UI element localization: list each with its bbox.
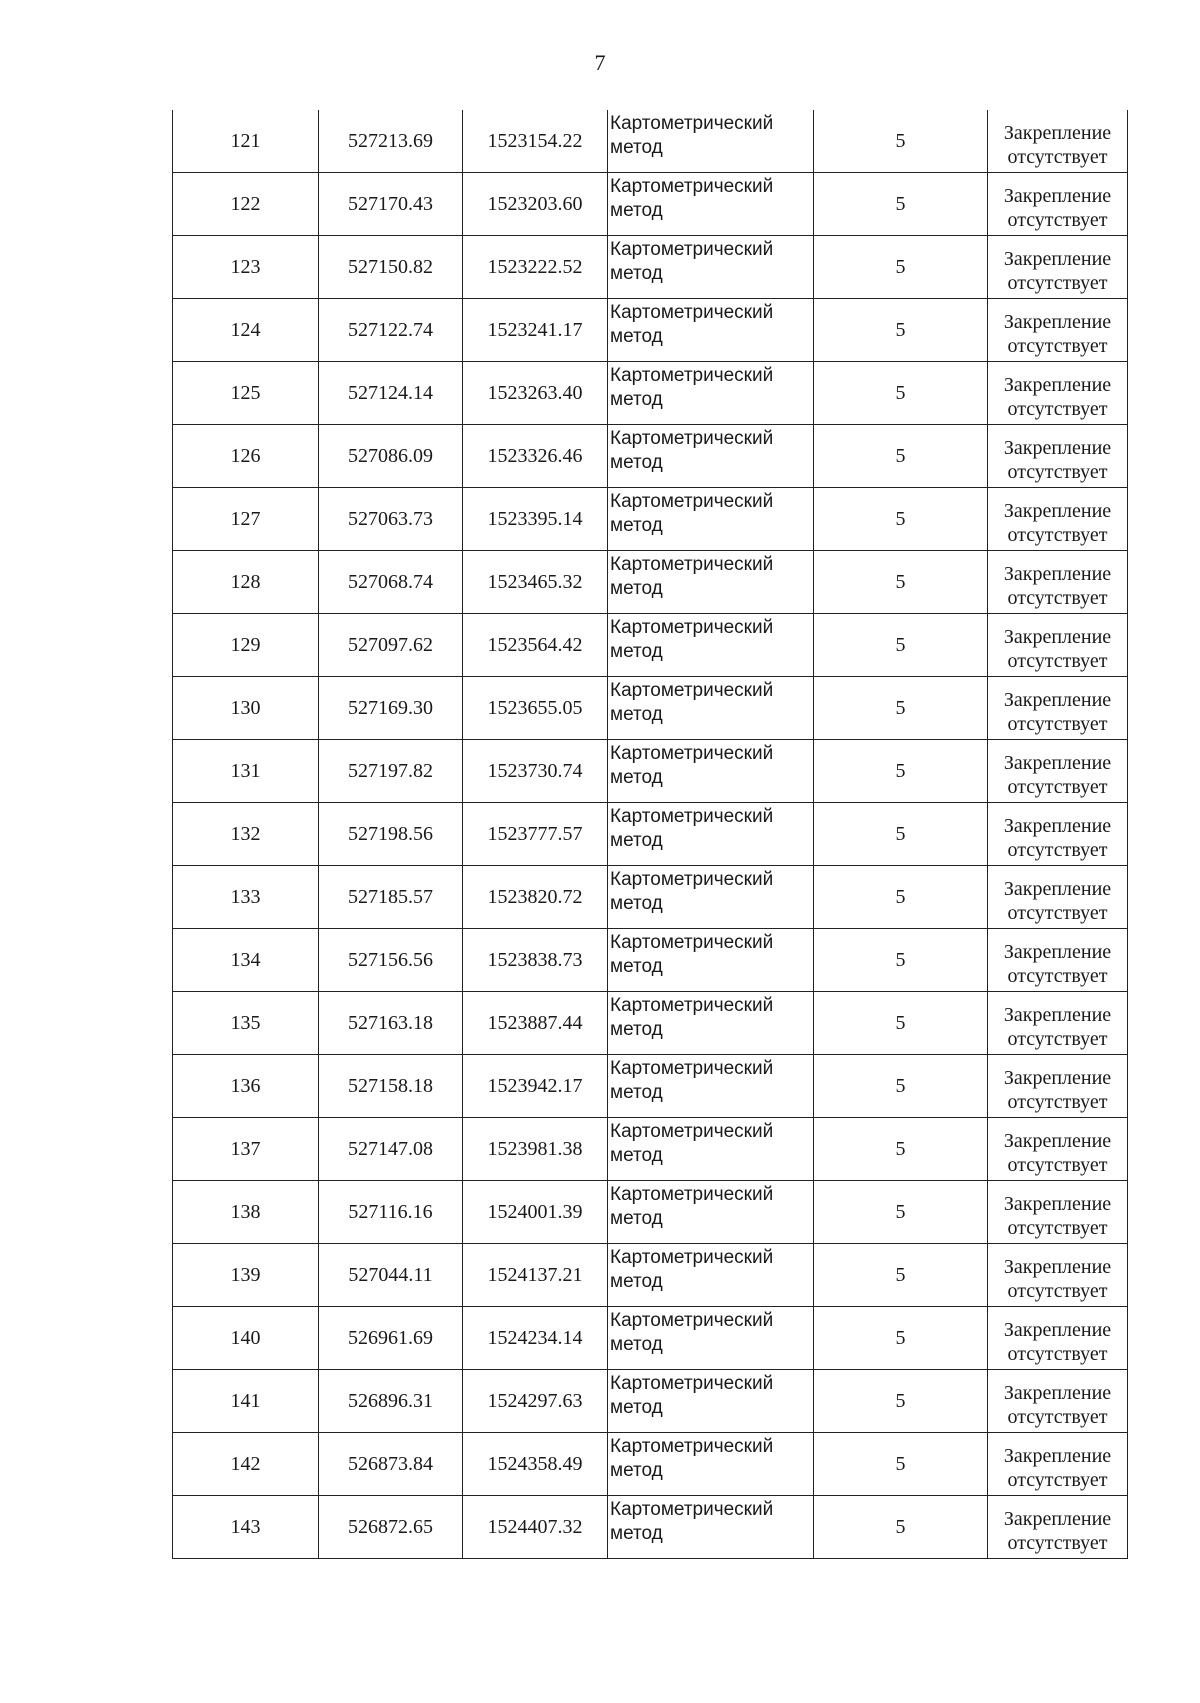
fixing-cell-line: отсутствует [1007,1532,1108,1554]
coordinate-x-cell: 527086.09 [319,425,463,488]
method-cell [608,1181,814,1244]
point-number-cell: 130 [173,677,319,740]
point-number-cell: 132 [173,803,319,866]
fixing-cell [988,740,1128,803]
coordinate-y-cell: 1524137.21 [463,1244,608,1307]
method-cell [608,1244,814,1307]
fixing-cell [988,1055,1128,1118]
method-cell-line: Картометрический [610,1121,774,1142]
method-cell-line: Картометрический [610,1247,774,1268]
fixing-cell-line: отсутствует [1007,1028,1108,1050]
coordinate-x-cell: 527163.18 [319,992,463,1055]
fixing-cell-line: отсутствует [1007,587,1108,609]
coordinate-y-cell: 1523887.44 [463,992,608,1055]
point-number-cell: 136 [173,1055,319,1118]
coordinate-x-cell: 527156.56 [319,929,463,992]
point-number-cell: 142 [173,1433,319,1496]
point-number-cell: 140 [173,1307,319,1370]
method-cell [608,299,814,362]
table-row [173,1181,1128,1244]
fixing-cell-line: Закрепление [1003,1256,1112,1278]
method-cell-line: метод [610,515,663,536]
method-cell-line: Картометрический [610,932,774,953]
fixing-cell-line: Закрепление [1003,689,1112,711]
method-cell-line: метод [610,1271,663,1292]
table-row [173,677,1128,740]
coordinate-x-cell: 527147.08 [319,1118,463,1181]
method-cell-line: Картометрический [610,995,774,1016]
table-row [173,173,1128,236]
fixing-cell [988,425,1128,488]
method-cell-line: метод [610,1523,663,1544]
point-number-cell: 125 [173,362,319,425]
fixing-cell-line: Закрепление [1003,626,1112,648]
method-cell-line: Картометрический [610,680,774,701]
point-number-cell: 134 [173,929,319,992]
accuracy-cell: 5 [814,1496,988,1559]
coordinate-x-cell: 527197.82 [319,740,463,803]
fixing-cell [988,1370,1128,1433]
method-cell-line: Картометрический [610,365,774,386]
coordinate-y-cell: 1523655.05 [463,677,608,740]
coordinate-y-cell: 1523564.42 [463,614,608,677]
fixing-cell-line: отсутствует [1007,335,1108,357]
fixing-cell [988,992,1128,1055]
fixing-cell [988,1118,1128,1181]
coordinate-y-cell: 1523326.46 [463,425,608,488]
coordinate-y-cell: 1523154.22 [463,110,608,173]
method-cell-line: метод [610,641,663,662]
fixing-cell-line: Закрепление [1003,1319,1112,1341]
method-cell-line: метод [610,452,663,473]
fixing-cell-line: Закрепление [1003,1004,1112,1026]
accuracy-cell: 5 [814,677,988,740]
fixing-cell [988,1244,1128,1307]
accuracy-cell: 5 [814,425,988,488]
accuracy-cell: 5 [814,866,988,929]
point-number-cell: 127 [173,488,319,551]
method-cell [608,425,814,488]
point-number-cell: 124 [173,299,319,362]
fixing-cell-line: Закрепление [1003,1130,1112,1152]
table-row [173,1496,1128,1559]
method-cell-line: метод [610,326,663,347]
fixing-cell-line: отсутствует [1007,524,1108,546]
method-cell [608,803,814,866]
fixing-cell-line: Закрепление [1003,311,1112,333]
method-cell [608,1307,814,1370]
table-row [173,110,1128,173]
fixing-cell [988,803,1128,866]
coordinate-x-cell: 527185.57 [319,866,463,929]
method-cell [608,740,814,803]
page-number: 7 [594,50,606,75]
accuracy-cell: 5 [814,362,988,425]
method-cell [608,110,814,173]
fixing-cell-line: отсутствует [1007,1406,1108,1428]
coordinate-x-cell: 527044.11 [319,1244,463,1307]
accuracy-cell: 5 [814,929,988,992]
fixing-cell-line: отсутствует [1007,1469,1108,1491]
coordinate-y-cell: 1524407.32 [463,1496,608,1559]
point-number-cell: 138 [173,1181,319,1244]
point-number-cell: 121 [173,110,319,173]
table-row [173,1244,1128,1307]
method-cell-line: Картометрический [610,806,774,827]
fixing-cell-line: отсутствует [1007,461,1108,483]
method-cell-line: метод [610,263,663,284]
table-row [173,488,1128,551]
fixing-cell-line: отсутствует [1007,902,1108,924]
point-number-cell: 139 [173,1244,319,1307]
fixing-cell-line: отсутствует [1007,839,1108,861]
fixing-cell-line: Закрепление [1003,122,1112,144]
fixing-cell-line: Закрепление [1003,185,1112,207]
fixing-cell-line: отсутствует [1007,713,1108,735]
coordinate-y-cell: 1523395.14 [463,488,608,551]
method-cell-line: метод [610,1019,663,1040]
fixing-cell [988,551,1128,614]
point-number-cell: 126 [173,425,319,488]
method-cell [608,1118,814,1181]
accuracy-cell: 5 [814,992,988,1055]
accuracy-cell: 5 [814,1370,988,1433]
coordinate-y-cell: 1523203.60 [463,173,608,236]
fixing-cell [988,866,1128,929]
coordinate-x-cell: 526961.69 [319,1307,463,1370]
fixing-cell [988,677,1128,740]
method-cell-line: Картометрический [610,113,774,134]
fixing-cell [988,362,1128,425]
accuracy-cell: 5 [814,1181,988,1244]
fixing-cell-line: Закрепление [1003,437,1112,459]
fixing-cell-line: Закрепление [1003,1382,1112,1404]
method-cell-line: Картометрический [610,1373,774,1394]
accuracy-cell: 5 [814,488,988,551]
table-row [173,929,1128,992]
fixing-cell-line: Закрепление [1003,1445,1112,1467]
fixing-cell-line: отсутствует [1007,146,1108,168]
method-cell [608,1496,814,1559]
point-number-cell: 123 [173,236,319,299]
method-cell [608,1370,814,1433]
accuracy-cell: 5 [814,1433,988,1496]
coordinate-y-cell: 1523263.40 [463,362,608,425]
coordinate-x-cell: 527097.62 [319,614,463,677]
table-row [173,551,1128,614]
method-cell-line: Картометрический [610,176,774,197]
method-cell [608,866,814,929]
coordinate-y-cell: 1523777.57 [463,803,608,866]
method-cell [608,488,814,551]
point-number-cell: 122 [173,173,319,236]
coordinate-y-cell: 1524297.63 [463,1370,608,1433]
table-row [173,362,1128,425]
point-number-cell: 137 [173,1118,319,1181]
fixing-cell-line: Закрепление [1003,941,1112,963]
table-row [173,236,1128,299]
accuracy-cell: 5 [814,614,988,677]
method-cell-line: Картометрический [610,1310,774,1331]
method-cell-line: Картометрический [610,1436,774,1457]
method-cell [608,1055,814,1118]
fixing-cell-line: Закрепление [1003,878,1112,900]
fixing-cell-line: Закрепление [1003,1508,1112,1530]
method-cell-line: Картометрический [610,743,774,764]
fixing-cell [988,110,1128,173]
accuracy-cell: 5 [814,1244,988,1307]
fixing-cell-line: отсутствует [1007,650,1108,672]
method-cell [608,173,814,236]
accuracy-cell: 5 [814,740,988,803]
coordinate-y-cell: 1524001.39 [463,1181,608,1244]
coordinate-x-cell: 527122.74 [319,299,463,362]
method-cell [608,929,814,992]
method-cell-line: Картометрический [610,869,774,890]
point-number-cell: 141 [173,1370,319,1433]
fixing-cell-line: Закрепление [1003,500,1112,522]
fixing-cell [988,929,1128,992]
method-cell-line: метод [610,578,663,599]
coordinate-y-cell: 1523820.72 [463,866,608,929]
coordinate-y-cell: 1523942.17 [463,1055,608,1118]
method-cell-line: Картометрический [610,1184,774,1205]
method-cell-line: Картометрический [610,491,774,512]
method-cell-line: метод [610,137,663,158]
method-cell-line: метод [610,704,663,725]
point-number-cell: 143 [173,1496,319,1559]
accuracy-cell: 5 [814,1055,988,1118]
fixing-cell-line: Закрепление [1003,563,1112,585]
coordinate-x-cell: 527116.16 [319,1181,463,1244]
accuracy-cell: 5 [814,173,988,236]
method-cell-line: метод [610,1334,663,1355]
fixing-cell-line: Закрепление [1003,815,1112,837]
method-cell-line: Картометрический [610,1499,774,1520]
coordinate-x-cell: 526896.31 [319,1370,463,1433]
table-row [173,803,1128,866]
coordinate-y-cell: 1524234.14 [463,1307,608,1370]
method-cell-line: Картометрический [610,302,774,323]
method-cell-line: метод [610,767,663,788]
fixing-cell [988,488,1128,551]
method-cell [608,1433,814,1496]
point-number-cell: 135 [173,992,319,1055]
fixing-cell-line: Закрепление [1003,752,1112,774]
method-cell-line: метод [610,1145,663,1166]
point-number-cell: 129 [173,614,319,677]
coordinate-y-cell: 1523222.52 [463,236,608,299]
coordinate-x-cell: 527158.18 [319,1055,463,1118]
accuracy-cell: 5 [814,299,988,362]
accuracy-cell: 5 [814,1118,988,1181]
table-row [173,992,1128,1055]
method-cell-line: Картометрический [610,617,774,638]
accuracy-cell: 5 [814,236,988,299]
table-row [173,1307,1128,1370]
method-cell-line: метод [610,389,663,410]
fixing-cell-line: Закрепление [1003,374,1112,396]
method-cell-line: Картометрический [610,554,774,575]
method-cell-line: метод [610,1460,663,1481]
point-number-cell: 131 [173,740,319,803]
coordinate-y-cell: 1523838.73 [463,929,608,992]
method-cell-line: метод [610,893,663,914]
fixing-cell-line: Закрепление [1003,1067,1112,1089]
fixing-cell-line: отсутствует [1007,776,1108,798]
fixing-cell-line: отсутствует [1007,1280,1108,1302]
fixing-cell [988,1181,1128,1244]
fixing-cell-line: Закрепление [1003,248,1112,270]
coordinate-y-cell: 1524358.49 [463,1433,608,1496]
method-cell-line: Картометрический [610,1058,774,1079]
coordinate-y-cell: 1523730.74 [463,740,608,803]
coordinate-x-cell: 526873.84 [319,1433,463,1496]
table-row [173,740,1128,803]
table-body [173,110,1128,1559]
method-cell [608,362,814,425]
table-row [173,1433,1128,1496]
accuracy-cell: 5 [814,110,988,173]
fixing-cell [988,236,1128,299]
coordinate-x-cell: 527170.43 [319,173,463,236]
method-cell-line: Картометрический [610,239,774,260]
fixing-cell-line: отсутствует [1007,1343,1108,1365]
coordinate-x-cell: 527068.74 [319,551,463,614]
method-cell-line: метод [610,1082,663,1103]
table-row [173,1055,1128,1118]
coordinate-x-cell: 527124.14 [319,362,463,425]
coordinate-x-cell: 527063.73 [319,488,463,551]
fixing-cell [988,1496,1128,1559]
fixing-cell [988,614,1128,677]
method-cell [608,677,814,740]
fixing-cell-line: отсутствует [1007,1154,1108,1176]
fixing-cell-line: отсутствует [1007,398,1108,420]
coordinates-table [172,110,1128,1559]
table-row [173,614,1128,677]
method-cell [608,236,814,299]
point-number-cell: 133 [173,866,319,929]
coordinate-x-cell: 527150.82 [319,236,463,299]
fixing-cell [988,1307,1128,1370]
accuracy-cell: 5 [814,803,988,866]
coordinate-x-cell: 527169.30 [319,677,463,740]
table-row [173,1370,1128,1433]
method-cell-line: метод [610,1208,663,1229]
method-cell-line: метод [610,956,663,977]
table-row [173,1118,1128,1181]
method-cell-line: метод [610,1397,663,1418]
coordinate-x-cell: 527198.56 [319,803,463,866]
fixing-cell [988,1433,1128,1496]
table-row [173,866,1128,929]
fixing-cell-line: Закрепление [1003,1193,1112,1215]
table-row [173,299,1128,362]
method-cell-line: метод [610,200,663,221]
fixing-cell [988,299,1128,362]
table-row [173,425,1128,488]
fixing-cell [988,173,1128,236]
coordinate-x-cell: 527213.69 [319,110,463,173]
accuracy-cell: 5 [814,551,988,614]
fixing-cell-line: отсутствует [1007,209,1108,231]
method-cell-line: Картометрический [610,428,774,449]
method-cell [608,551,814,614]
fixing-cell-line: отсутствует [1007,272,1108,294]
method-cell [608,614,814,677]
fixing-cell-line: отсутствует [1007,1091,1108,1113]
coordinate-y-cell: 1523465.32 [463,551,608,614]
coordinate-x-cell: 526872.65 [319,1496,463,1559]
accuracy-cell: 5 [814,1307,988,1370]
method-cell-line: метод [610,830,663,851]
fixing-cell-line: отсутствует [1007,965,1108,987]
coordinate-y-cell: 1523241.17 [463,299,608,362]
fixing-cell-line: отсутствует [1007,1217,1108,1239]
coordinate-y-cell: 1523981.38 [463,1118,608,1181]
method-cell [608,992,814,1055]
point-number-cell: 128 [173,551,319,614]
